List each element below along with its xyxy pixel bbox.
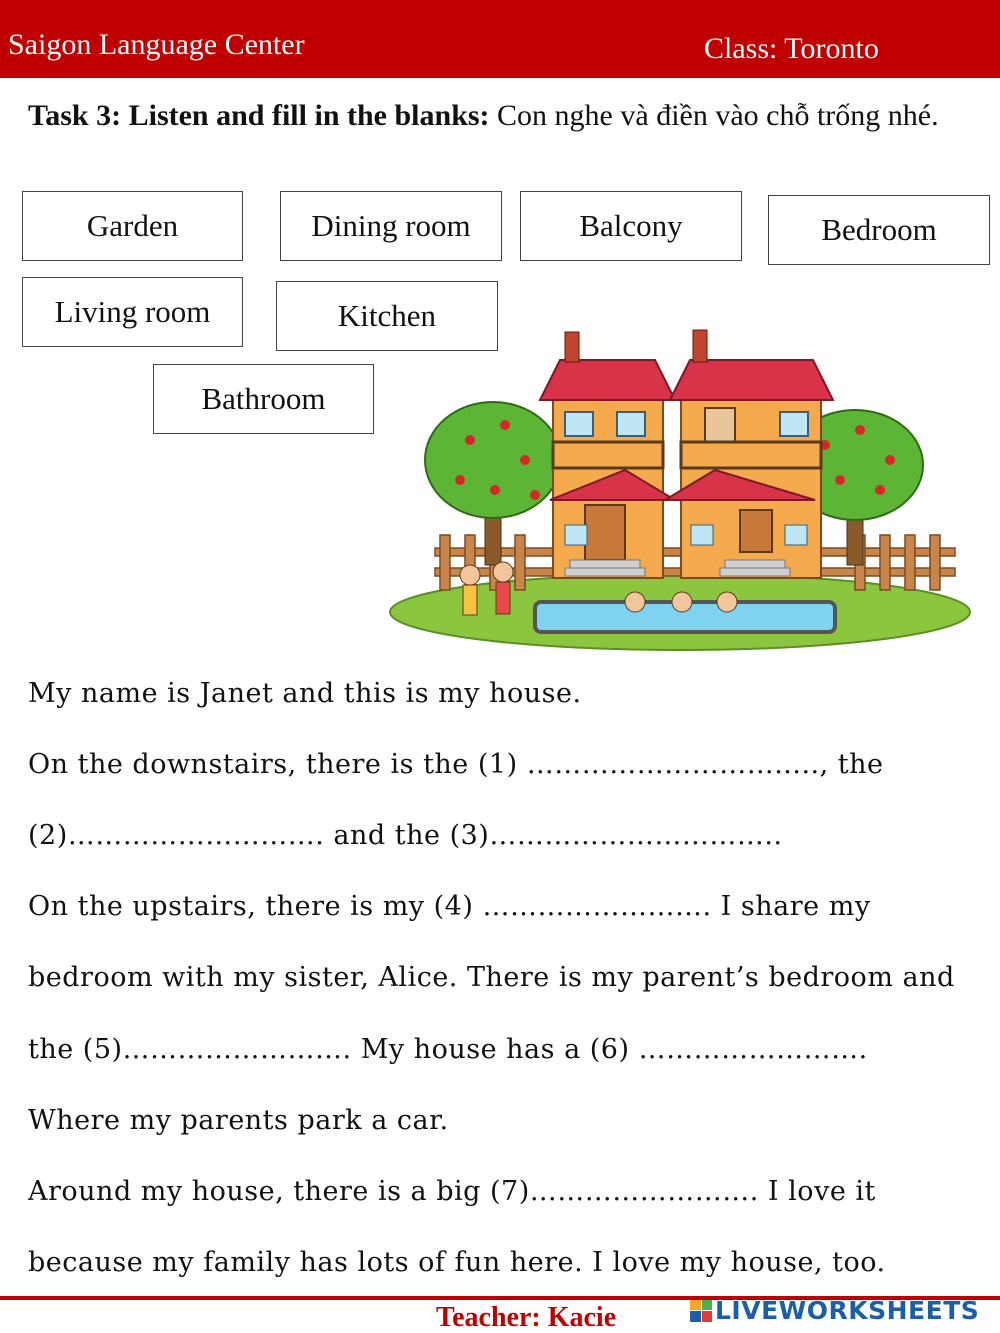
liveworksheets-logo[interactable] [690, 1296, 979, 1325]
task-instruction [28, 98, 958, 134]
passage-line-2: On the downstairs, there is the (1) ………………………....., the [28, 749, 884, 780]
school-name: Saigon Language Center [8, 28, 305, 61]
passage-line-7: Where my parents park a car. [28, 1105, 449, 1136]
passage-line-3: (2)………………………. and the (3)………………………….. [28, 820, 783, 851]
house-illustration [385, 320, 975, 655]
logo-text: LIVEWORKSHEETS [715, 1296, 980, 1325]
passage-line-5: bedroom with my sister, Alice. There is my parent’s bedroom and [28, 962, 955, 993]
passage-line-9: because my family has lots of fun here. I love my house, too. [28, 1247, 886, 1278]
blank-1[interactable]: ………………………..... [526, 749, 820, 780]
word-bedroom[interactable]: Bedroom [768, 195, 990, 265]
task-text: Con nghe và điền vào chỗ trống nhé. [489, 99, 939, 132]
blank-4[interactable]: ……………………. [482, 891, 712, 922]
blank-7[interactable]: ……………………. [529, 1176, 759, 1207]
passage-line-4: On the upstairs, there is my (4) ……………………. I share my [28, 891, 871, 922]
passage-line-1: My name is Janet and this is my house. [28, 678, 582, 709]
word-kitchen[interactable]: Kitchen [276, 281, 498, 351]
passage-line-8: Around my house, there is a big (7)……………………. I love it [28, 1176, 876, 1207]
passage-line-6: the (5)……………………. My house has a (6) ……………………. [28, 1034, 868, 1065]
teacher-name: Teacher: Kacie [436, 1302, 617, 1333]
logo-grid-icon [690, 1300, 712, 1322]
task-label: Task 3: Listen and fill in the blanks: [28, 99, 490, 132]
header-bar [0, 0, 1000, 78]
class-name: Class: Toronto [704, 32, 879, 65]
blank-6[interactable]: ……………………. [638, 1034, 868, 1065]
word-living-room[interactable]: Living room [22, 277, 243, 347]
blank-2[interactable]: ………………………. [67, 820, 325, 851]
word-garden[interactable]: Garden [22, 191, 243, 261]
blank-3[interactable]: ………………………….. [489, 820, 783, 851]
word-dining-room[interactable]: Dining room [280, 191, 502, 261]
blank-5[interactable]: ……………………. [122, 1034, 352, 1065]
word-bathroom[interactable]: Bathroom [153, 364, 374, 434]
word-balcony[interactable]: Balcony [520, 191, 742, 261]
